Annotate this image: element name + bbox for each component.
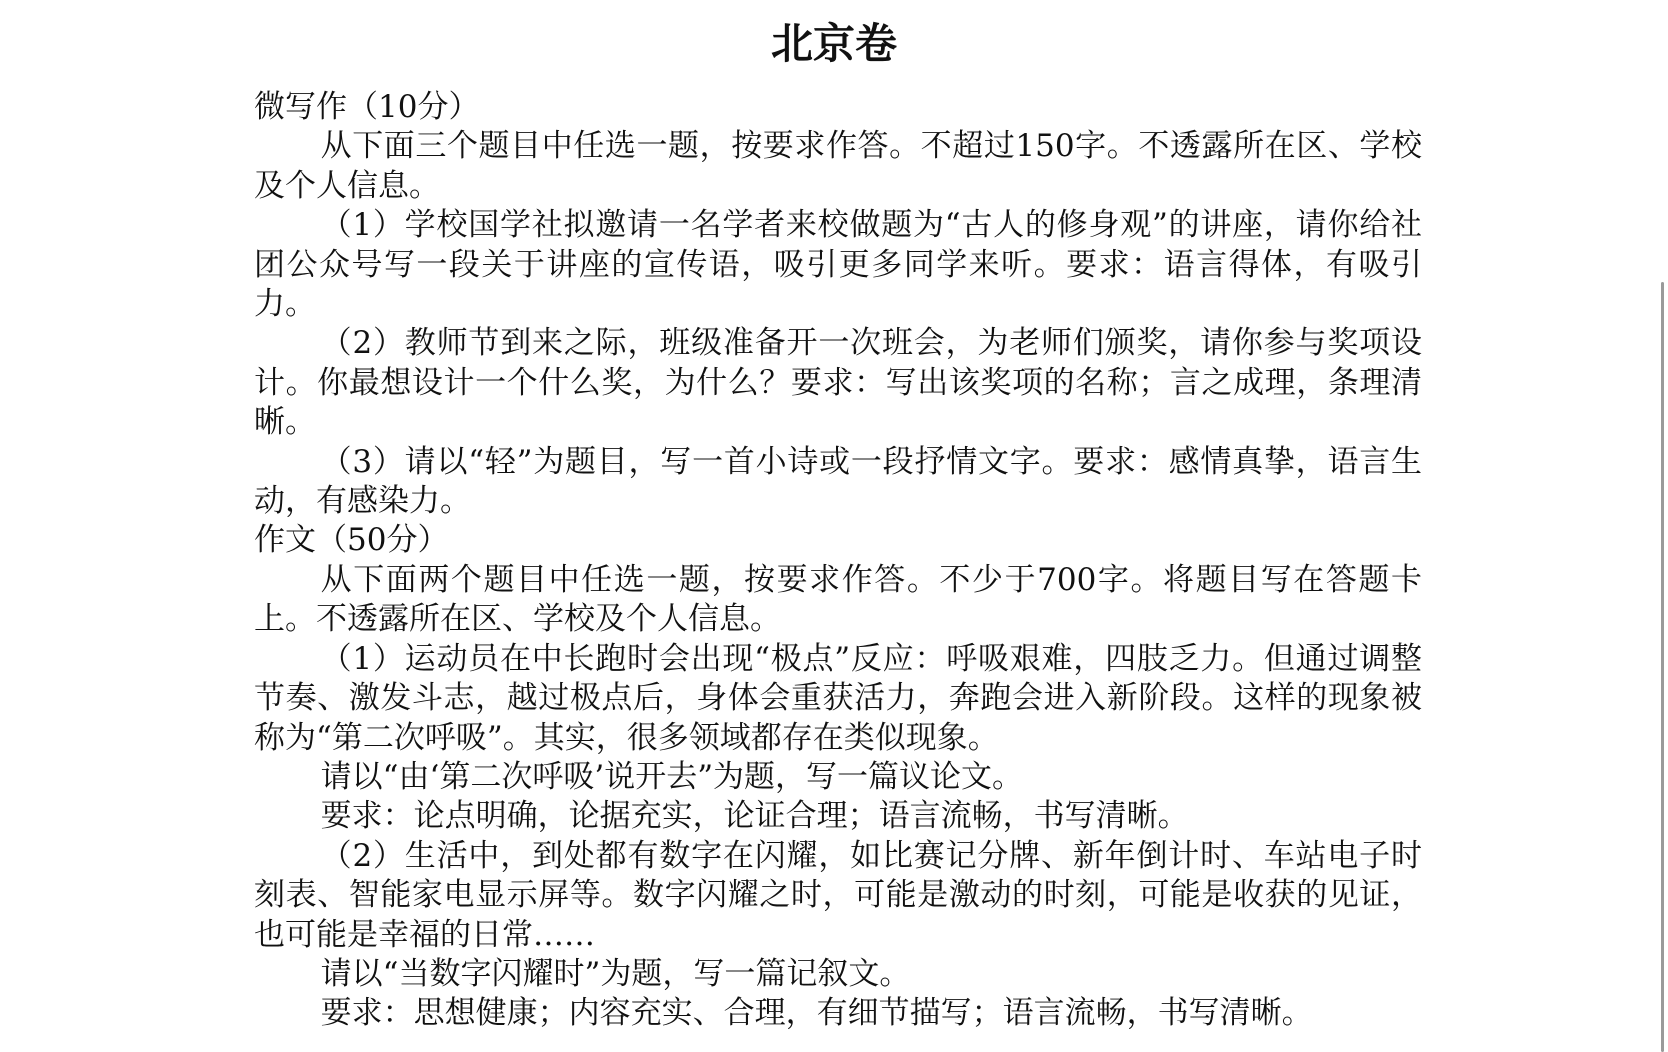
question-1-paragraph: （1）学校国学社拟邀请一名学者来校做题为“古人的修身观”的讲座，请你给社团公众号写一段关于讲座的宣传语，吸引更多同学来听。要求：语言得体，有吸引力。: [254, 207, 1422, 323]
essay-option-2-prompt: 请以“当数字闪耀时”为题，写一篇记叙文。: [320, 955, 911, 992]
page-title: 北京卷: [770, 19, 897, 68]
section-heading-essay: 作文（50分）: [254, 522, 449, 559]
essay-option-2-requirements: 要求：思想健康；内容充实、合理，有细节描写；语言流畅，书写清晰。: [320, 995, 1313, 1032]
section-heading-micro-writing: 微写作（10分）: [254, 89, 480, 125]
scrollbar-thumb[interactable]: [1661, 282, 1664, 1052]
essay-option-1-paragraph: （1）运动员在中长跑时会出现“极点”反应：呼吸艰难，四肢乏力。但通过调整节奏、激发斗志，越过极点后，身体会重获活力，奔跑会进入新阶段。这样的现象被称为“第二次呼吸”。其实，很多领域都存在类似现象。: [254, 640, 1422, 756]
essay-option-1-prompt: 请以“由‘第二次呼吸’说开去”为题，写一篇议论文。: [320, 758, 1024, 795]
essay-option-2-paragraph: （2）生活中，到处都有数字在闪耀，如比赛记分牌、新年倒计时、车站电子时刻表、智能家电显示屏等。数字闪耀之时，可能是激动的时刻，可能是收获的见证，也可能是幸福的日常……: [254, 837, 1422, 953]
document-body: [254, 88, 1422, 1034]
essay-instruction-paragraph: 从下面两个题目中任选一题，按要求作答。不少于700字。将题目写在答题卡上。不透露所在区、学校及个人信息。: [254, 561, 1422, 638]
essay-option-1-requirements: 要求：论点明确，论据充实，论证合理；语言流畅，书写清晰。: [320, 798, 1189, 835]
question-2-paragraph: （2）教师节到来之际，班级准备开一次班会，为老师们颁奖，请你参与奖项设计。你最想设计一个什么奖，为什么？要求：写出该奖项的名称；言之成理，条理清晰。: [254, 325, 1422, 441]
question-3-paragraph: （3）请以“轻”为题目，写一首小诗或一段抒情文字。要求：感情真挚，语言生动，有感染力。: [254, 443, 1422, 520]
instruction-paragraph: 从下面三个题目中任选一题，按要求作答。不超过150字。不透露所在区、学校及个人信息。: [254, 128, 1422, 204]
vertical-scrollbar[interactable]: [1654, 0, 1668, 1052]
